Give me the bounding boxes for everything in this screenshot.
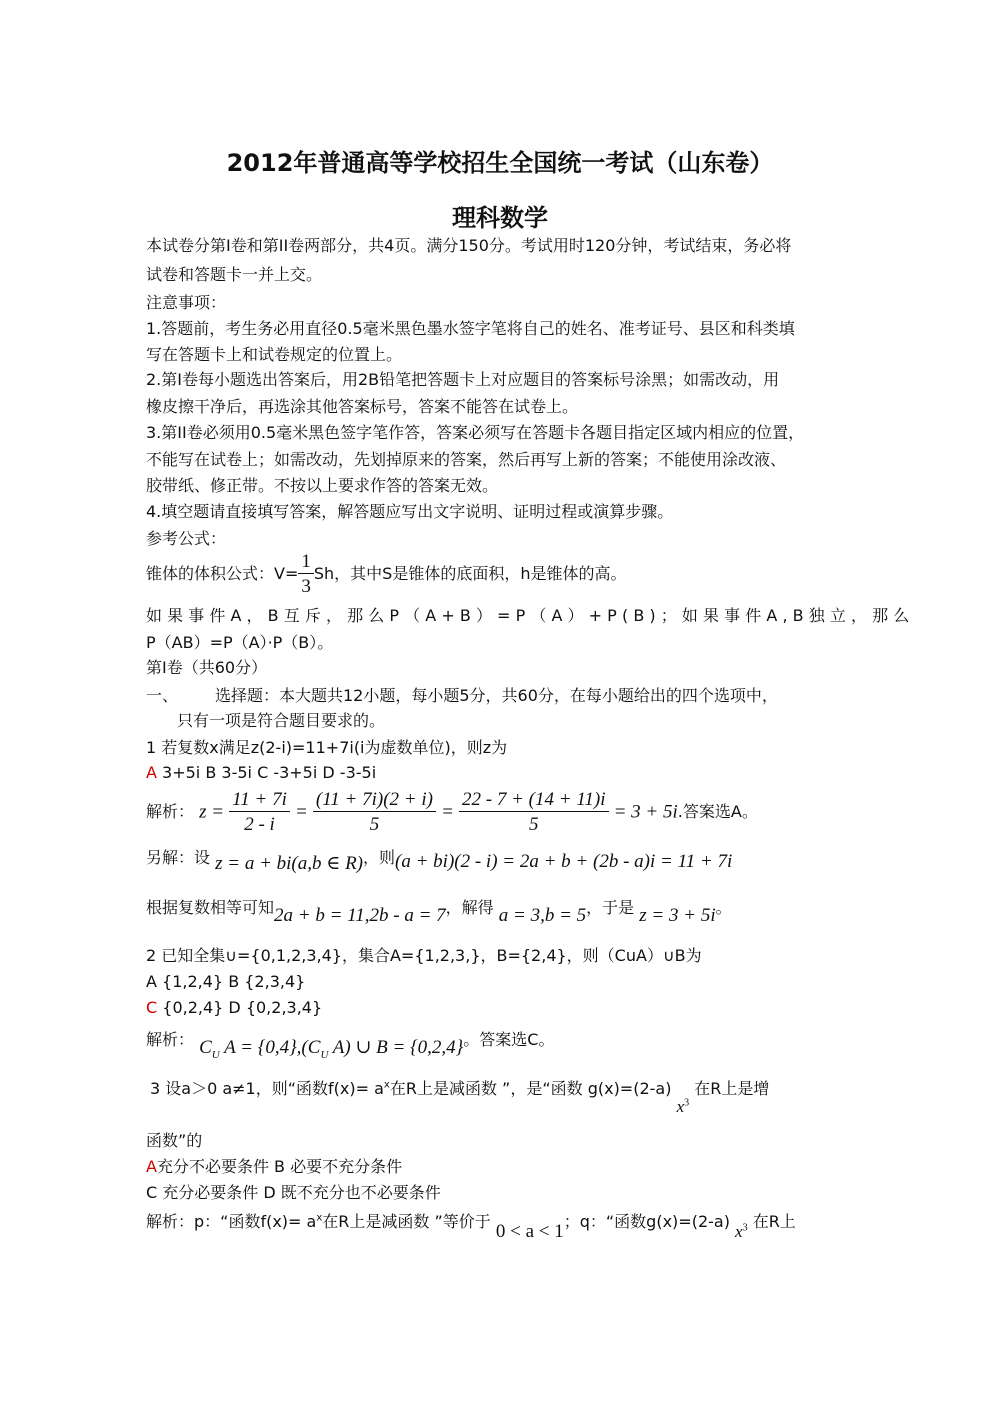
q3-options-ab-text: 充分不必要条件 B 必要不充分条件: [156, 1157, 403, 1176]
notice-3a: 3.第II卷必须用0.5毫米黑色签字笔作答，答案必须写在答题卡各题目指定区域内相应的位置，: [146, 423, 805, 442]
page-subtitle: 理科数学: [452, 204, 548, 232]
q2-options-cd-text: {0,2,4} D {0,2,3,4}: [157, 998, 323, 1017]
q3-sol-x: x: [735, 1222, 743, 1241]
q3-sol-x-cubed: [735, 1222, 748, 1241]
q1-eq-math-2: a = 3,b = 5: [498, 905, 587, 926]
question-3-line-2: 函数”的: [146, 1131, 203, 1150]
q1-eq-pre: 根据复数相等可知: [146, 898, 275, 917]
q2-solution-math: [199, 1037, 464, 1061]
q1-eq-math-3: z = 3 + 5i: [639, 905, 716, 926]
q1-alt-math-1: z = a + bi(a,b ∈ R): [215, 853, 363, 874]
q3-sol-sup: x: [316, 1212, 323, 1224]
cone-fraction-num: 1: [298, 552, 314, 574]
q2-answer-text: 。答案选C。: [463, 1030, 555, 1049]
q1-f2-num: (11 + 7i)(2 + i): [313, 790, 436, 812]
q1-z-eq: z =: [199, 801, 225, 823]
probability-line-1: 如果事件A，B互斥，那么P（A+B）=P（A）+P(B)；如果事件A,B独立，那么: [146, 606, 915, 625]
section-one-number: 一、: [146, 686, 179, 705]
q1-f3-num: 22 - 7 + (14 + 11)i: [459, 790, 609, 812]
question-2-options-cd: [146, 1000, 322, 1016]
cone-fraction-den: 3: [301, 576, 311, 597]
notice-3b: 不能写在试卷上；如需改动，先划掉原来的答案，然后再写上新的答案；不能使用涂改液、: [146, 450, 787, 469]
q1-f2-den: 5: [369, 814, 380, 835]
probability-line-2: P（AB）=P（A）·P（B）。: [146, 633, 334, 652]
q1-answer-text: .答案选A。: [677, 802, 758, 821]
question-2-options-ab: A {1,2,4} B {2,3,4}: [146, 972, 306, 991]
q1-eq-math-1: 2a + b = 11,2b - a = 7: [274, 905, 446, 926]
q1-f3-den: 5: [529, 814, 539, 835]
notice-4: 4.填空题请直接填写答案，解答题应写出文字说明、证明过程或演算步骤。: [146, 502, 674, 521]
cone-fraction: [298, 552, 314, 596]
q3-sol-pre: 解析：p：“函数f(x)= a: [146, 1212, 317, 1231]
cone-volume-formula: [146, 552, 626, 596]
q1-f1-den: 2 - i: [244, 814, 275, 835]
question-2: 2 已知全集∪={0,1,2,3,4}，集合A={1,2,3,}，B={2,4}，则（CuA）∪B为: [146, 946, 702, 965]
q2-m2: A = {0,4},(C: [219, 1037, 321, 1058]
q3-sol-math: 0 < a < 1: [495, 1221, 564, 1242]
q2-sub1: U: [211, 1048, 220, 1061]
intro-line-1: 本试卷分第I卷和第II卷两部分，共4页。满分150分。考试用时120分钟，考试结束，务必将: [146, 236, 792, 255]
q1-answer-letter: A: [146, 763, 157, 782]
q1-alt-label: 另解：设: [146, 848, 211, 867]
q1-fraction-1: [229, 790, 290, 834]
q3-x-cubed: [677, 1097, 690, 1116]
q1-alt-math-2: (a + bi)(2 - i) = 2a + b + (2b - a)i = 11 + 7i: [395, 851, 733, 872]
q1-f1-num: 11 + 7i: [229, 790, 290, 812]
notice-1b: 写在答题卡上和试卷规定的位置上。: [146, 345, 403, 364]
q1-solution: [146, 790, 758, 834]
notice-2b: 橡皮擦干净后，再选涂其他答案标号，答案不能答在试卷上。: [146, 397, 579, 416]
notice-1a: 1.答题前，考生务必用直径0.5毫米黑色墨水签字笔将自己的姓名、准考证号、县区和科类填: [146, 319, 795, 338]
q3-mid: 在R上是减函数 ”，是“函数 g(x)=(2-a): [389, 1079, 672, 1098]
cone-text-post: Sh，其中S是锥体的底面积，h是锥体的高。: [313, 564, 627, 583]
q1-eq-1: =: [294, 801, 308, 823]
q3-sup: x: [383, 1079, 390, 1091]
notice-2a: 2.第I卷每小题选出答案后，用2B铅笔把答题卡上对应题目的答案标号涂黑；如需改动，用: [146, 370, 780, 389]
q2-solution: [146, 1030, 555, 1061]
q3-solution: [146, 1212, 796, 1242]
q2-answer-letter: C: [146, 998, 158, 1017]
question-3: [150, 1079, 770, 1116]
q1-eq-mid2: ，于是: [586, 898, 635, 917]
cone-text-pre: 锥体的体积公式：V=: [146, 564, 299, 583]
question-3-options-cd: C 充分必要条件 D 既不充分也不必要条件: [146, 1183, 441, 1202]
q1-equality-line: [146, 898, 732, 926]
q3-x3-sup: 3: [684, 1097, 690, 1109]
q1-fraction-3: [459, 790, 609, 834]
q1-eq-2: =: [441, 801, 454, 823]
q2-m1: C: [199, 1037, 212, 1058]
q3-pre: 3 设a＞0 a≠1，则“函数f(x)= a: [150, 1079, 384, 1098]
q2-sub2: U: [320, 1048, 329, 1061]
q3-sol-mid: 在R上是减函数 ”等价于: [322, 1212, 491, 1231]
q1-eq-end: 。: [715, 898, 732, 917]
q1-eq-mid: ，解得: [445, 898, 494, 917]
question-1: 1 若复数x满足z(2-i)=11+7i(i为虚数单位)，则z为: [146, 738, 508, 757]
notice-heading: 注意事项：: [146, 293, 227, 312]
section-one-line-2: 只有一项是符合题目要求的。: [177, 711, 386, 730]
q2-solution-label: 解析：: [146, 1030, 195, 1049]
q1-fraction-2: [313, 790, 436, 834]
q3-sol-mid2: ；q：“函数g(x)=(2-a): [563, 1212, 730, 1231]
q1-result: = 3 + 5i: [613, 801, 678, 823]
section-one-line-1: 选择题：本大题共12小题，每小题5分，共60分，在每小题给出的四个选项中，: [215, 686, 778, 705]
notice-3c: 胶带纸、修正带。不按以上要求作答的答案无效。: [146, 476, 499, 495]
formula-heading: 参考公式：: [146, 529, 227, 548]
q1-options-text: 3+5i B 3-5i C -3+5i D -3-5i: [156, 763, 377, 782]
q3-x: x: [676, 1097, 685, 1116]
q3-post: 在R上是增: [694, 1079, 770, 1098]
q1-solution-label: 解析：: [146, 802, 195, 821]
q1-alt-then: ，则: [363, 848, 396, 867]
page-title: 2012年普通高等学校招生全国统一考试（山东卷）: [226, 149, 774, 177]
part-one-heading: 第I卷（共60分）: [146, 658, 268, 677]
q3-answer-letter: A: [146, 1157, 157, 1176]
q3-sol-x3-sup: 3: [742, 1222, 748, 1234]
q2-m3: A) ∪ B = {0,2,4}: [328, 1037, 464, 1058]
q1-alternative-solution: [146, 848, 733, 874]
question-3-options-ab: [146, 1159, 402, 1175]
q3-sol-end: 在R上: [752, 1212, 796, 1231]
intro-line-2: 试卷和答题卡一并上交。: [146, 265, 323, 284]
question-1-options: [146, 765, 376, 781]
